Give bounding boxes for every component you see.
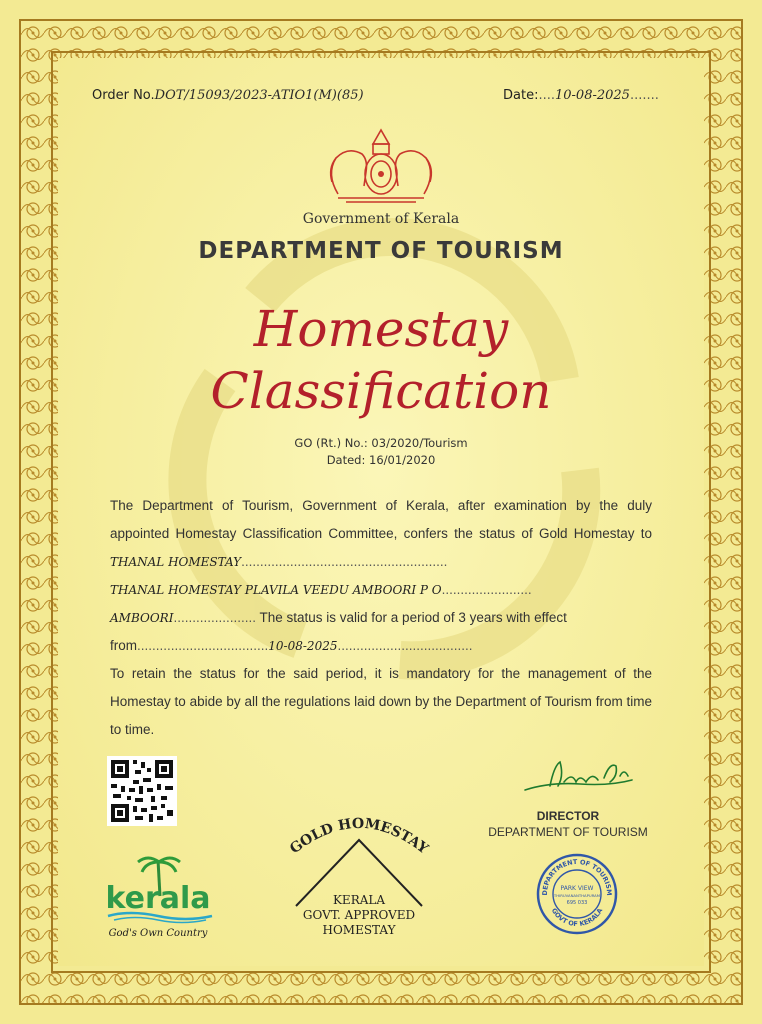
from-label: from <box>110 638 137 653</box>
order-label: Order No. <box>92 88 155 103</box>
seal-center-line3: 695 033 <box>566 900 588 906</box>
certificate-body: The Department of Tourism, Government of Kerala, after examination by the duly appointed Homestay Classification Committee, confers the status of Gold Homestay to THANAL HOMESTAY....................................................... THANAL HOMESTAY PLAVILA VEEDU AMBOORI P O........................ AMBOORI...................... The status is valid for a period of 3 years with effect from...................................10-08-2025.................................... To retain the status for the said period, it is mandatory for the management of the Homestay to abide by all the regulations laid down by the Department of Tourism from time to time. <box>110 498 652 737</box>
gold-badge-line2: GOVT. APPROVED <box>302 908 416 922</box>
department-seal <box>535 852 619 936</box>
seal-center-line2: THIRUVANANTHAPURAM <box>553 893 601 898</box>
gold-badge-arc-text: GOLD HOMESTAY <box>287 815 431 858</box>
date-value: 10-08-2025 <box>554 88 630 103</box>
seal-center-line1: PARK VIEW <box>560 885 594 892</box>
go-dated: Dated: 16/01/2020 <box>326 453 436 467</box>
qr-code <box>107 756 177 826</box>
order-value: DOT/15093/2023-ATIO1(M)(85) <box>154 88 364 103</box>
address-line1: THANAL HOMESTAY PLAVILA VEEDU AMBOORI P O <box>110 583 442 597</box>
issue-date: Date:....10-08-2025....... <box>503 88 659 103</box>
director-block <box>478 808 658 840</box>
gold-homestay-badge <box>274 806 444 946</box>
kerala-emblem-icon <box>318 124 444 206</box>
validity-text: The status is valid for a period of 3 years with effect <box>259 610 567 625</box>
department-name: DEPARTMENT OF TOURISM <box>198 238 564 264</box>
kerala-tourism-logo <box>100 852 220 942</box>
government-order <box>0 435 762 469</box>
kerala-wordmark: kerala <box>105 881 211 916</box>
homestay-name: THANAL HOMESTAY <box>110 555 242 569</box>
from-date: 10-08-2025 <box>268 639 338 653</box>
government-name: Government of Kerala <box>302 211 460 227</box>
certificate-title-line1: Homestay <box>253 300 509 358</box>
kerala-tagline: God's Own Country <box>108 928 208 939</box>
director-designation: DIRECTOR <box>536 809 600 823</box>
intro-text: The Department of Tourism, Government of Kerala, after examination by the duly appointed Homestay Classification Committee, confers the status of Gold Homestay to <box>110 498 652 541</box>
seal-bottom-text: GOVT OF KERALA <box>549 906 605 929</box>
order-number <box>92 88 364 103</box>
gold-badge-line1: KERALA <box>332 893 386 907</box>
seal-top-text: DEPARTMENT OF TOURISM <box>540 857 614 896</box>
certificate-title-line2: Classification <box>210 362 552 420</box>
director-signature <box>520 752 640 802</box>
address-line2: AMBOORI <box>110 611 174 625</box>
closing-text: To retain the status for the said period, it is mandatory for the management of the Homestay to abide by all the regulations laid down by the Department of Tourism from time to time. <box>110 666 652 737</box>
go-number: GO (Rt.) No.: 03/2020/Tourism <box>294 436 468 450</box>
gold-badge-line3: HOMESTAY <box>322 923 396 937</box>
director-department: DEPARTMENT OF TOURISM <box>488 825 648 839</box>
date-label: Date: <box>503 88 539 103</box>
